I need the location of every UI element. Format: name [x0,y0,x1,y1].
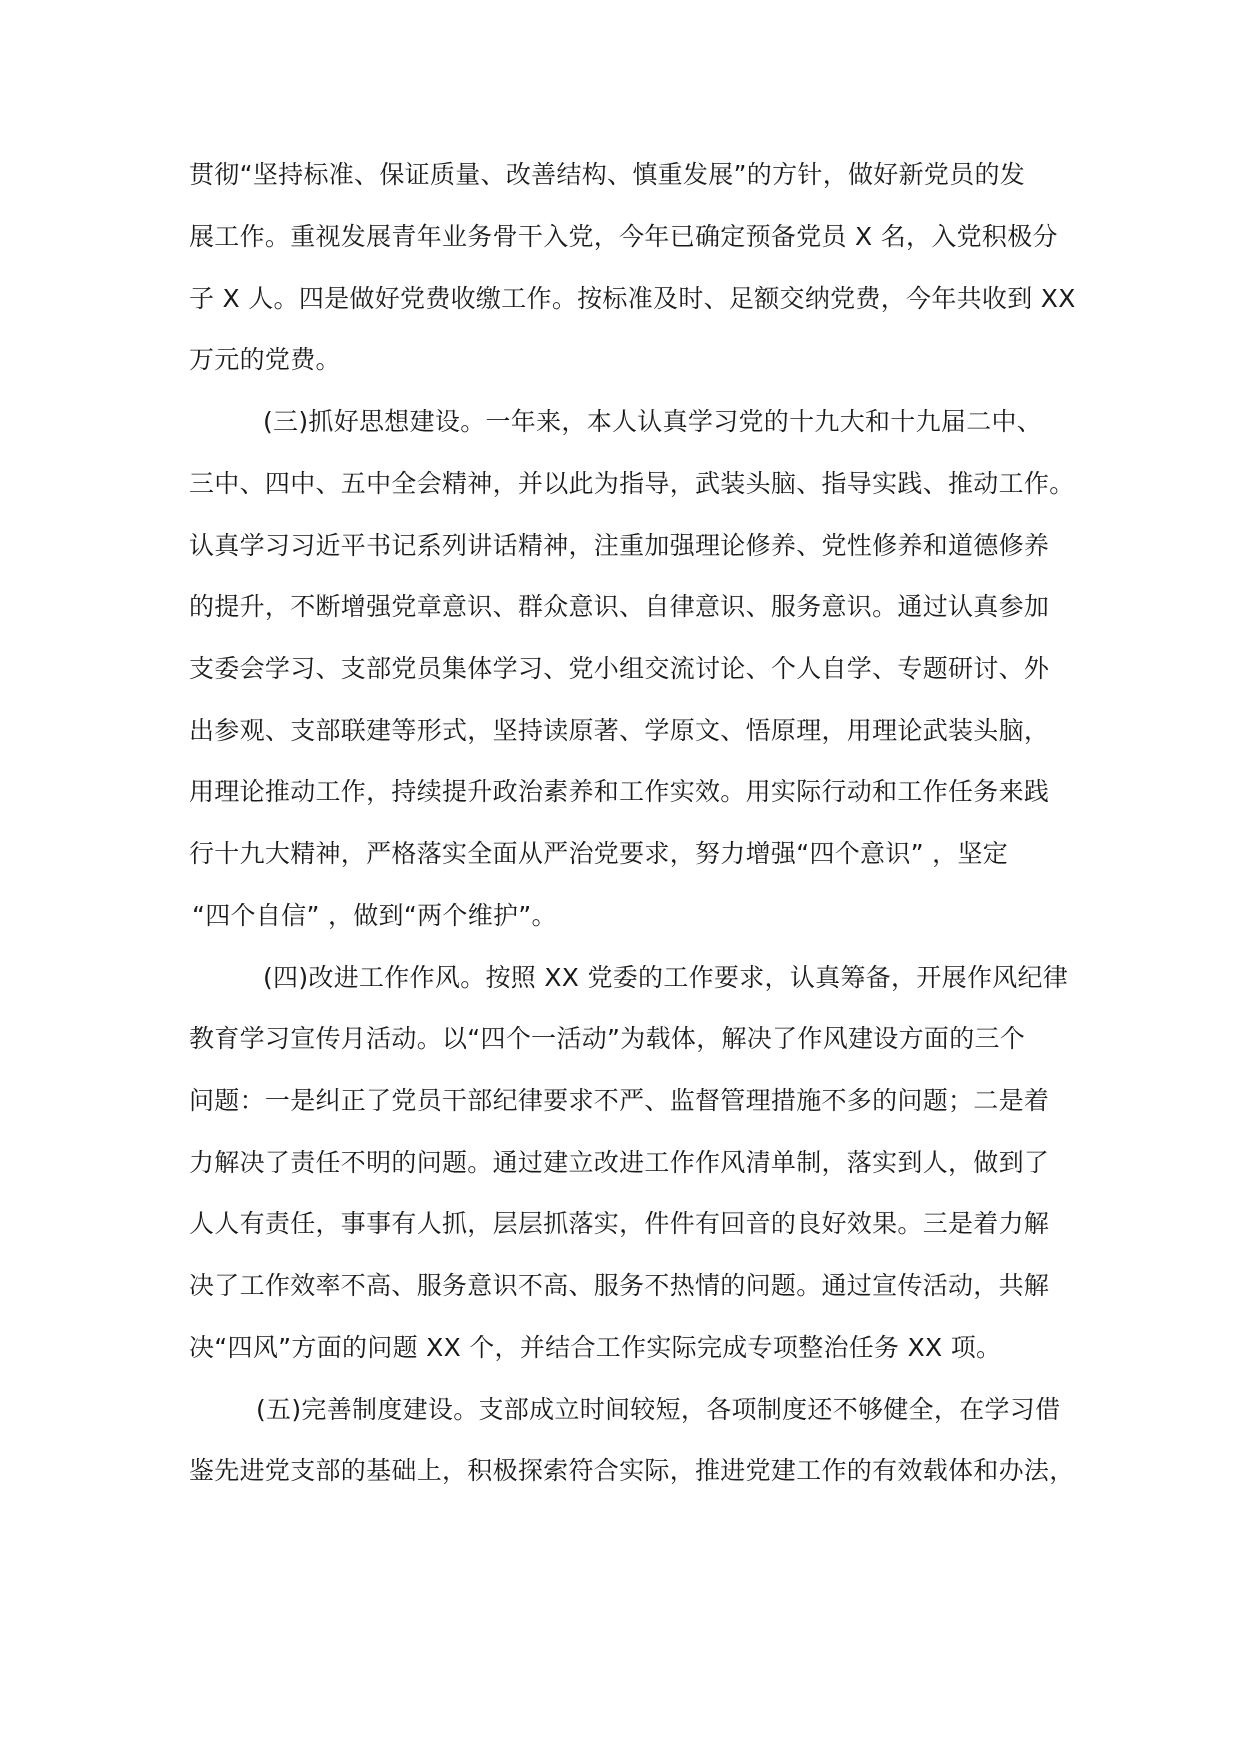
text-line: 的提升，不断增强党章意识、群众意识、自律意识、服务意识。通过认真参加 [189,592,1050,621]
section-heading-line: (三)抓好思想建设。一年来，本人认真学习党的十九大和十九届二中、 [263,407,1043,436]
text-line: 行十九大精神，严格落实全面从严治党要求，努力增强“四个意识” ，坚定 [189,839,1009,868]
section-heading-line: (四)改进工作作风。按照 XX 党委的工作要求，认真筹备，开展作风纪律 [263,963,1069,992]
text-line: 展工作。重视发展青年业务骨干入党，今年已确定预备党员 X 名，入党积极分 [189,222,1058,251]
section-heading-line: (五)完善制度建设。支部成立时间较短，各项制度还不够健全，在学习借 [256,1395,1061,1424]
text-line: 认真学习习近平书记系列讲话精神，注重加强理论修养、党性修养和道德修养 [189,531,1050,560]
text-line: 人人有责任，事事有人抓，层层抓落实，件件有回音的良好效果。三是着力解 [189,1209,1050,1238]
text-line: 力解决了责任不明的问题。通过建立改进工作作风清单制，落实到人，做到了 [189,1148,1050,1177]
text-line: 鉴先进党支部的基础上，积极探索符合实际，推进党建工作的有效载体和办法， [189,1456,1075,1485]
text-line: 出参观、支部联建等形式，坚持读原著、学原文、悟原理，用理论武装头脑， [189,716,1050,745]
text-line: 子 X 人。四是做好党费收缴工作。按标准及时、足额交纳党费，今年共收到 XX [189,284,1076,313]
text-line: 三中、四中、五中全会精神，并以此为指导，武装头脑、指导实践、推动工作。 [189,469,1075,498]
text-line: 万元的党费。 [189,345,341,374]
text-line: 问题：一是纠正了党员干部纪律要求不严、监督管理措施不多的问题；二是着 [189,1086,1050,1115]
text-line: 支委会学习、支部党员集体学习、党小组交流讨论、个人自学、专题研讨、外 [189,654,1050,683]
text-line: 教育学习宣传月活动。以“四个一活动”为载体，解决了作风建设方面的三个 [189,1024,1026,1053]
text-line: 贯彻“坚持标准、保证质量、改善结构、慎重发展”的方针，做好新党员的发 [189,160,1026,189]
text-line: 决“四风”方面的问题 XX 个，并结合工作实际完成专项整治任务 XX 项。 [189,1333,1002,1362]
text-line: 决了工作效率不高、服务意识不高、服务不热情的问题。通过宣传活动，共解 [189,1271,1050,1300]
text-line: “四个自信” ，做到“两个维护”。 [192,901,557,930]
text-line: 用理论推动工作，持续提升政治素养和工作实效。用实际行动和工作任务来践 [189,777,1050,806]
